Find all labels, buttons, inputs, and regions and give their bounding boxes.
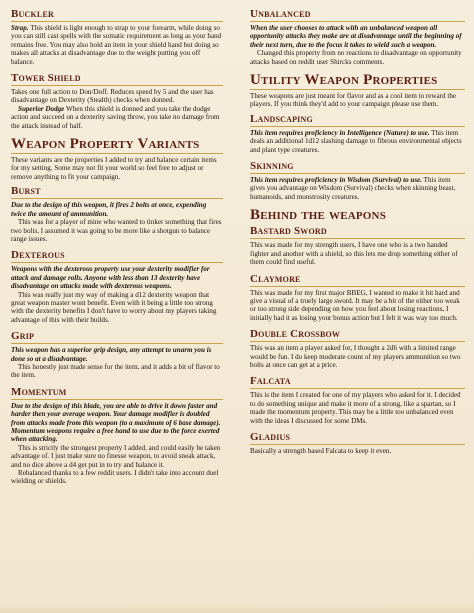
unbalanced-rule: When the user chooses to attack with an unbalanced weapon all opportunity attacks they make are at disadvantage until the beginning of their next turn, due to the focus it takes to wield such a weapon.	[250, 24, 462, 49]
heading-tower-shield: Tower Shield	[11, 72, 223, 86]
heading-gladius: Gladius	[250, 431, 465, 445]
heading-buckler: Buckler	[11, 8, 223, 22]
momentum-rule: Due to the design of this blade, you are able to drive it down faster and harder then your average weapon. Your damage modifier is doubled from attacks made from this weapon (to a maximum of 6 base damage). Momentum weapons require a free hand to use due to the force exerted when attacking.	[11, 401, 221, 444]
momentum-note: This is strictly the strongest property I added, and could easily be taken advantage of. I just make sure no finesse weapon, to avoid sneak attack, and no dice above a d4 get put in to try and balance it.	[11, 443, 221, 469]
dexterous-note: This was really just my way of making a d12 dexterity weapon that great weapon master wont benefit. Even with it being a little too strong with the dexterity benefits I don't have to worry about my players taking advantage of this with their builds.	[11, 290, 217, 324]
section-variants	[11, 136, 223, 181]
section-claymore	[250, 273, 465, 323]
heading-unbalanced: Unbalanced	[250, 8, 465, 22]
heading-claymore: Claymore	[250, 273, 465, 287]
heading-burst: Burst	[11, 185, 223, 199]
section-grip	[11, 330, 223, 380]
bastard-sword-text: This was made for my strength users, I have one who is a two handed fighter and another with a shield, so this lets me drop something either of them could find useful.	[250, 241, 458, 267]
section-burst	[11, 185, 223, 243]
heading-grip: Grip	[11, 330, 223, 344]
double-crossbow-text: This was an item a player asked for, I thought a 2d6 with a limited range would be fun. I do keep moderate count of my players ammunition so two bolts at once can get at a price.	[250, 344, 461, 369]
section-tower-shield	[11, 72, 223, 130]
skinning-text	[250, 176, 465, 201]
section-momentum	[11, 386, 223, 486]
gladius-text: Basically a strength based Falcata to keep it even.	[250, 446, 392, 455]
section-bastard-sword	[250, 225, 465, 266]
unbalanced-note: Changed this property from no reactions to disadvantage on opportunity attacks based on reddit user Shircks comments.	[250, 49, 462, 66]
skinning-lead: This item requires proficiency in Wisdom (Survival) to use.	[250, 176, 423, 185]
section-utility	[250, 72, 465, 109]
section-behind	[250, 207, 465, 223]
tower-shield-dodge-lead: Superior Dodge	[18, 104, 65, 113]
grip-rule: This weapon has a superior grip design, any attempt to unarm you is done so at a disadvantage.	[11, 346, 212, 363]
tower-shield-dodge-body: When this shield is donned and you take the dodge action and succeed on a dexterity saving throw, you take no damage from the attack instead of half.	[11, 104, 220, 130]
tower-shield-dodge	[11, 105, 223, 130]
landscaping-text	[250, 129, 465, 154]
burst-rule: Due to the design of this weapon, it fires 2 bolts at once, expending twice the amount of ammunition.	[11, 201, 207, 218]
tower-shield-text: Takes one full action to Don/Doff. Reduces speed by 5 and the user has disadvantage on Dexterity (Stealth) checks when donned.	[11, 88, 214, 105]
utility-text: These weapons are just meant for flavor and as a cool item to reward the players. If you think they'd add to your campaign please use them.	[250, 92, 457, 109]
falcata-text: This is the item I created for one of my players who asked for it. I decided to do something unique and make it more of a strong, like a spartan, so I made the momentum property. This may be a little too unbalanced even with the ideas I discussed for some DMs.	[250, 391, 461, 425]
left-column	[11, 8, 223, 492]
claymore-text: This was made for my first major BBEG, I wanted to make it hit hard and give a visual of a truely large sword. It may be a bit of the either too weak or too strong side depending on how you feel about losing reactions, I initially had it as losing your bonus action but I felt it was way too much.	[250, 288, 460, 322]
landscaping-lead: This item requires proficiency in Intelligence (Nature) to use.	[250, 128, 430, 137]
section-dexterous	[11, 249, 223, 324]
momentum-note-2: Rebalanced thanks to a few reddit users. I didn't take into account duel wielding or shields.	[11, 469, 219, 486]
dexterous-rule: Weapons with the dexterous property use your dexterity modifier for attack and damage rolls. Anyone with less than 13 dexterity have disadvantage on attacks made with dexterous weapons.	[11, 265, 210, 291]
heading-double-crossbow: Double Crossbow	[250, 328, 465, 342]
section-buckler	[11, 8, 223, 66]
section-falcata	[250, 375, 465, 425]
heading-skinning: Skinning	[250, 160, 465, 174]
buckler-body: This shield is light enough to strap to your forearm, while doing so you can still cast spells with the somatic requirement as long as your hand remains free. You may also hold an item in your shield hand but doing so makes all attacks at disadvantage due to the weight putting you off balance.	[11, 24, 222, 66]
buckler-text	[11, 24, 223, 66]
page-footer-decoration	[0, 601, 474, 613]
section-double-crossbow	[250, 328, 465, 369]
buckler-lead: Strap.	[11, 24, 29, 32]
heading-variants: Weapon Property Variants	[11, 136, 223, 154]
section-gladius	[250, 431, 465, 455]
section-skinning	[250, 160, 465, 201]
heading-landscaping: Landscaping	[250, 113, 465, 127]
heading-dexterous: Dexterous	[11, 249, 223, 263]
section-unbalanced	[250, 8, 465, 66]
section-landscaping	[250, 113, 465, 154]
heading-momentum: Momentum	[11, 386, 223, 400]
burst-note: This was for a player of mine who wanted to tinker something that fires two bolts, I assumed it was going to be more like a shotgun to balance range issues.	[11, 218, 222, 243]
right-column	[250, 8, 465, 461]
skinning-body: This item gives you advantage on Wisdom (Survival) checks when skinning beast, humanoids, and monstrosity creatures.	[250, 176, 456, 201]
heading-falcata: Falcata	[250, 375, 465, 389]
heading-bastard-sword: Bastard Sword	[250, 225, 465, 239]
variants-text: These variants are the properties I added to try and balance certain items for my setting. Some may not fit your world so feel free to adjust or remove anything to fit your campaign.	[11, 156, 217, 181]
grip-note: This honestly just made sense for the item, and it adds a bit of flavor to the item.	[11, 362, 220, 380]
landscaping-body: This item deals an additional 1d12 slashing damage to fibrous environmental objects and plant type creatures.	[250, 128, 462, 154]
heading-behind: Behind the weapons	[250, 207, 387, 224]
heading-utility: Utility Weapon Properties	[250, 72, 465, 90]
